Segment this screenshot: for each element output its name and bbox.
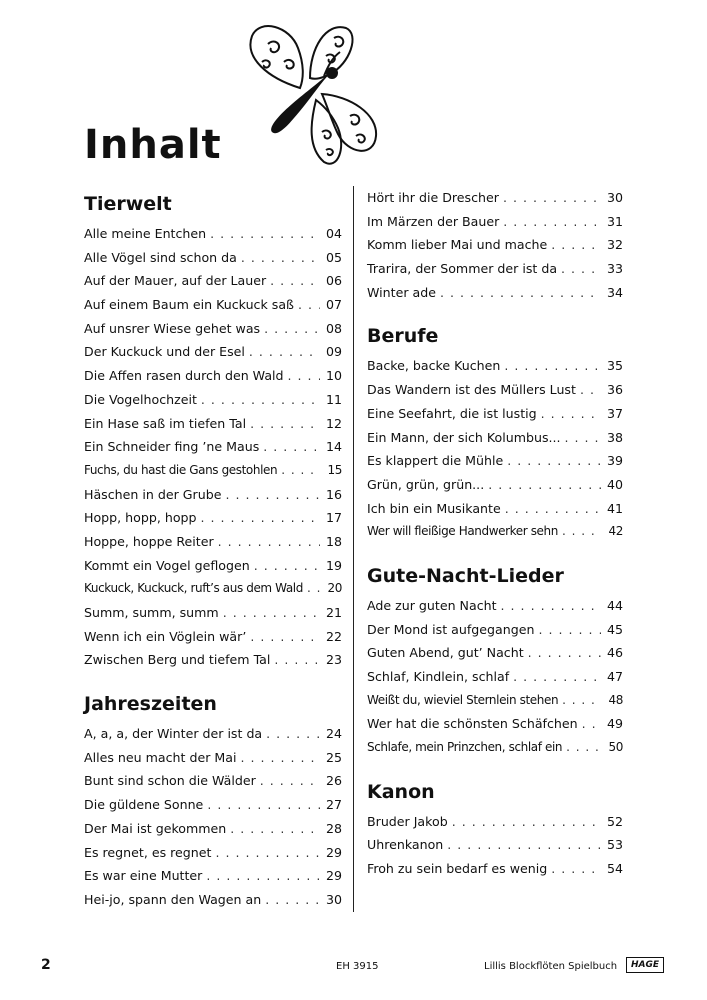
toc-entry: [367, 618, 623, 642]
toc-entry-title: Hört ihr die Drescher: [367, 190, 499, 205]
toc-entry-page: 10: [325, 368, 342, 384]
toc-entry: [84, 340, 342, 364]
page-footer: [0, 957, 707, 977]
dot-leader: [507, 449, 601, 473]
toc-entry-page: 36: [606, 382, 623, 398]
dot-leader: [562, 689, 601, 713]
toc-entry: [84, 888, 342, 912]
toc-entry-title: Uhrenkanon: [367, 837, 444, 853]
toc-entry: [84, 435, 342, 459]
toc-entry-title: Auf einem Baum ein Kuckuck saß: [84, 297, 294, 313]
toc-entry-page: 38: [606, 429, 623, 445]
toc-entry-title: Wenn ich ein Vöglein wär’: [84, 628, 247, 644]
toc-section: [84, 686, 342, 912]
toc-entry-page: 40: [606, 476, 623, 492]
dot-leader: [541, 402, 601, 426]
toc-entry-page: 33: [606, 261, 623, 277]
toc-entry-title: Häschen in der Grube: [84, 486, 222, 502]
toc-entry-title: Es war eine Mutter: [84, 868, 203, 884]
dot-leader: [230, 817, 320, 841]
toc-entry-page: 12: [325, 415, 342, 431]
toc-entry-title: Schlafe, mein Prinzchen, schlaf ein: [367, 740, 563, 755]
toc-entry-page: 31: [606, 213, 623, 229]
toc-entry: [84, 317, 342, 341]
toc-entry-title: Hoppe, hoppe Reiter: [84, 533, 214, 549]
toc-entry: [84, 817, 342, 841]
dot-leader: [501, 594, 601, 618]
toc-entry-title: Auf unsrer Wiese gehet was: [84, 320, 261, 336]
dot-leader: [250, 625, 320, 649]
toc-entry-title: Das Wandern ist des Müllers Lust: [367, 382, 576, 398]
toc-entry-page: 19: [325, 557, 342, 573]
toc-entry-page: 37: [606, 405, 623, 421]
toc-entry-title: Die Vogelhochzeit: [84, 391, 197, 407]
toc-entry-page: 27: [325, 797, 342, 813]
toc-entry-page: 50: [608, 740, 623, 755]
dot-leader: [580, 378, 601, 402]
toc-entry: [367, 736, 623, 760]
section-heading: Tierwelt: [84, 193, 172, 215]
toc-entry: [84, 412, 342, 436]
dot-leader: [566, 736, 601, 760]
toc-entry-page: 44: [606, 597, 623, 613]
toc-entry: [367, 833, 623, 857]
toc-entry: [84, 483, 342, 507]
toc-entry: [84, 246, 342, 270]
toc-entry: [84, 364, 342, 388]
toc-entry-page: 35: [606, 358, 623, 374]
toc-entry: [84, 222, 342, 246]
toc-entry: [367, 520, 623, 544]
toc-entry: [367, 712, 623, 736]
toc-entry-title: Zwischen Berg und tiefem Tal: [84, 652, 271, 668]
dot-leader: [440, 281, 601, 305]
toc-entry-title: Trarira, der Sommer der ist da: [367, 261, 558, 277]
toc-entry-title: Der Kuckuck und der Esel: [84, 344, 245, 360]
dot-leader: [266, 722, 320, 746]
toc-entry-title: Die güldene Sonne: [84, 797, 204, 813]
toc-entry: [84, 793, 342, 817]
section-heading: Kanon: [367, 780, 435, 803]
dot-leader: [503, 210, 601, 234]
toc-entry-page: 42: [608, 524, 623, 539]
toc-entry-page: 22: [325, 628, 342, 644]
dot-leader: [505, 497, 601, 521]
toc-entry: [367, 354, 623, 378]
toc-entry-page: 26: [325, 773, 342, 789]
toc-section-continued: [367, 186, 623, 304]
toc-entry: [84, 577, 342, 601]
toc-entry-title: Der Mond ist aufgegangen: [367, 621, 535, 637]
dot-leader: [551, 233, 601, 257]
toc-entry: [367, 594, 623, 618]
book-title: Lillis Blockflöten Spielbuch: [484, 961, 618, 972]
dot-leader: [225, 483, 320, 507]
toc-entry-page: 14: [325, 439, 342, 455]
toc-entry-title: Es klappert die Mühle: [367, 453, 504, 469]
toc-entry-title: Grün, grün, grün...: [367, 476, 485, 492]
dot-leader: [298, 293, 320, 317]
toc-entry: [367, 689, 623, 713]
toc-entry-page: 53: [606, 837, 623, 853]
dot-leader: [561, 257, 601, 281]
dot-leader: [201, 388, 320, 412]
dot-leader: [263, 435, 320, 459]
toc-entry-page: 34: [606, 284, 623, 300]
toc-entry: [84, 625, 342, 649]
dot-leader: [215, 841, 320, 865]
toc-column-left: [84, 186, 342, 926]
toc-entry-page: 06: [325, 273, 342, 289]
toc-entry-title: Winter ade: [367, 284, 436, 300]
dot-leader: [249, 340, 320, 364]
toc-entry: [367, 233, 623, 257]
toc-entry: [84, 769, 342, 793]
dot-leader: [565, 426, 601, 450]
toc-entry: [84, 459, 342, 483]
dot-leader: [206, 864, 320, 888]
toc-entry-page: 25: [325, 749, 342, 765]
toc-entry-title: Hopp, hopp, hopp: [84, 510, 197, 526]
dot-leader: [504, 354, 601, 378]
toc-entry: [367, 257, 623, 281]
toc-entry-page: 20: [327, 581, 342, 596]
toc-entry-page: 48: [608, 692, 623, 707]
dot-leader: [538, 618, 601, 642]
toc-entry: [84, 388, 342, 412]
section-heading: Jahreszeiten: [84, 693, 217, 716]
section-heading: Berufe: [367, 325, 439, 348]
toc-entry: [367, 281, 623, 305]
toc-entry-page: 29: [325, 868, 342, 884]
dot-leader: [528, 641, 601, 665]
butterfly-icon: [238, 18, 386, 168]
dot-leader: [562, 520, 601, 544]
toc-section: [367, 774, 623, 881]
dot-leader: [240, 746, 320, 770]
dot-leader: [551, 857, 601, 881]
toc-entry: [367, 210, 623, 234]
toc-entry: [84, 841, 342, 865]
toc-entry-title: Es regnet, es regnet: [84, 844, 212, 860]
toc-entry-title: Backe, backe Kuchen: [367, 358, 501, 374]
toc-entry-title: Ade zur guten Nacht: [367, 597, 497, 613]
edition-code: EH 3915: [336, 961, 379, 972]
section-heading: Gute-Nacht-Lieder: [367, 564, 564, 587]
dot-leader: [582, 712, 601, 736]
toc-entry-page: 09: [325, 344, 342, 360]
toc-entry: [84, 648, 342, 672]
toc-section: [367, 558, 623, 760]
toc-entry-title: Eine Seefahrt, die ist lustig: [367, 405, 537, 421]
toc-entry: [367, 641, 623, 665]
toc-entry: [84, 601, 342, 625]
toc-entry-page: 08: [325, 320, 342, 336]
toc-entry-title: Ein Hase saß im tiefen Tal: [84, 415, 247, 431]
toc-entry: [367, 186, 623, 210]
toc-entry-page: 49: [606, 716, 623, 732]
toc-entry: [84, 269, 342, 293]
toc-entry-title: Der Mai ist gekommen: [84, 820, 227, 836]
toc-entry: [367, 665, 623, 689]
toc-entry-page: 04: [325, 226, 342, 241]
dot-leader: [274, 648, 320, 672]
toc-entry-page: 54: [606, 861, 623, 877]
toc-entry-page: 16: [325, 486, 342, 502]
dot-leader: [210, 222, 320, 246]
toc-entry-page: 45: [606, 621, 623, 637]
toc-entry-page: 23: [325, 652, 342, 668]
toc-entry-page: 05: [325, 249, 342, 265]
toc-section: [367, 318, 623, 544]
toc-entry: [84, 722, 342, 746]
toc-entry-title: Kuckuck, Kuckuck, ruft’s aus dem Wald: [84, 581, 303, 596]
toc-entry-page: 17: [325, 510, 342, 526]
dot-leader: [452, 810, 601, 834]
publisher-logo: HAGE: [626, 957, 664, 973]
toc-entry: [367, 402, 623, 426]
toc-entry-title: Auf der Mauer, auf der Lauer: [84, 273, 267, 289]
toc-entry-title: Hei-jo, spann den Wagen an: [84, 891, 262, 907]
toc-entry-page: 30: [606, 190, 623, 205]
toc-entry: [367, 473, 623, 497]
toc-entry-title: Guten Abend, gut’ Nacht: [367, 645, 524, 661]
dot-leader: [265, 888, 320, 912]
dot-leader: [254, 554, 320, 578]
toc-entry: [84, 506, 342, 530]
toc-entry-page: 29: [325, 844, 342, 860]
toc-entry-title: Alle meine Entchen: [84, 226, 207, 241]
page-title: Inhalt: [84, 122, 222, 168]
toc-entry-page: 11: [325, 391, 342, 407]
toc-entry-title: Weißt du, wieviel Sternlein stehen: [367, 692, 559, 707]
dot-leader: [207, 793, 320, 817]
toc-entry-page: 15: [327, 462, 342, 477]
toc-entry-page: 32: [606, 237, 623, 253]
dot-leader: [503, 186, 601, 210]
toc-entry-title: Ein Schneider fing ’ne Maus: [84, 439, 260, 455]
toc-entry-title: Bruder Jakob: [367, 813, 448, 829]
toc-entry-page: 47: [606, 669, 623, 684]
toc-entry-title: Wer will fleißige Handwerker sehn: [367, 524, 558, 539]
toc-entry-title: Fuchs, du hast die Gans gestohlen: [84, 462, 278, 477]
toc-section: [84, 186, 342, 672]
toc-column-right: [367, 186, 623, 895]
toc-entry-title: Froh zu sein bedarf es wenig: [367, 861, 548, 877]
toc-entry-title: Alles neu macht der Mai: [84, 749, 237, 765]
toc-entry-title: Komm lieber Mai und mache: [367, 237, 548, 253]
toc-entry-title: Alle Vögel sind schon da: [84, 249, 237, 265]
dot-leader: [270, 269, 320, 293]
toc-entry-title: Im Märzen der Bauer: [367, 213, 500, 229]
toc-entry-title: Ich bin ein Musikante: [367, 500, 501, 516]
dot-leader: [447, 833, 601, 857]
dot-leader: [513, 665, 601, 689]
toc-entry-page: 18: [325, 533, 342, 549]
toc-entry: [367, 426, 623, 450]
dot-leader: [250, 412, 320, 436]
page-number: 2: [41, 957, 51, 973]
dot-leader: [218, 530, 320, 554]
dot-leader: [307, 577, 320, 601]
toc-entry: [84, 530, 342, 554]
toc-entry-title: Kommt ein Vogel geflogen: [84, 557, 250, 573]
toc-entry-page: 52: [606, 813, 623, 829]
dot-leader: [260, 769, 320, 793]
toc-entry-title: Schlaf, Kindlein, schlaf: [367, 669, 510, 684]
toc-entry: [84, 746, 342, 770]
dot-leader: [241, 246, 320, 270]
toc-entry-page: 30: [325, 891, 342, 907]
toc-entry-page: 24: [325, 726, 342, 742]
toc-entry: [367, 497, 623, 521]
dot-leader: [201, 506, 320, 530]
toc-entry: [367, 810, 623, 834]
toc-entry: [367, 378, 623, 402]
dot-leader: [264, 317, 320, 341]
toc-entry-page: 39: [606, 453, 623, 469]
toc-entry-page: 46: [606, 645, 623, 661]
dot-leader: [488, 473, 601, 497]
toc-entry-page: 41: [606, 500, 623, 516]
toc-entry-title: Summ, summ, summ: [84, 605, 219, 620]
toc-entry-title: Bunt sind schon die Wälder: [84, 773, 256, 789]
toc-entry: [84, 293, 342, 317]
toc-entry-page: 07: [325, 297, 342, 313]
dot-leader: [281, 459, 320, 483]
toc-entry-title: A, a, a, der Winter der ist da: [84, 726, 263, 742]
dot-leader: [223, 601, 320, 625]
toc-entry: [84, 864, 342, 888]
column-divider: [353, 186, 354, 912]
toc-entry-page: 28: [325, 820, 342, 836]
toc-entry-title: Die Affen rasen durch den Wald: [84, 368, 284, 384]
toc-entry-title: Wer hat die schönsten Schäfchen: [367, 716, 578, 732]
toc-entry: [367, 449, 623, 473]
toc-entry: [367, 857, 623, 881]
dot-leader: [288, 364, 320, 388]
toc-entry: [84, 554, 342, 578]
toc-entry-page: 21: [325, 605, 342, 620]
toc-entry-title: Ein Mann, der sich Kolumbus...: [367, 429, 561, 445]
